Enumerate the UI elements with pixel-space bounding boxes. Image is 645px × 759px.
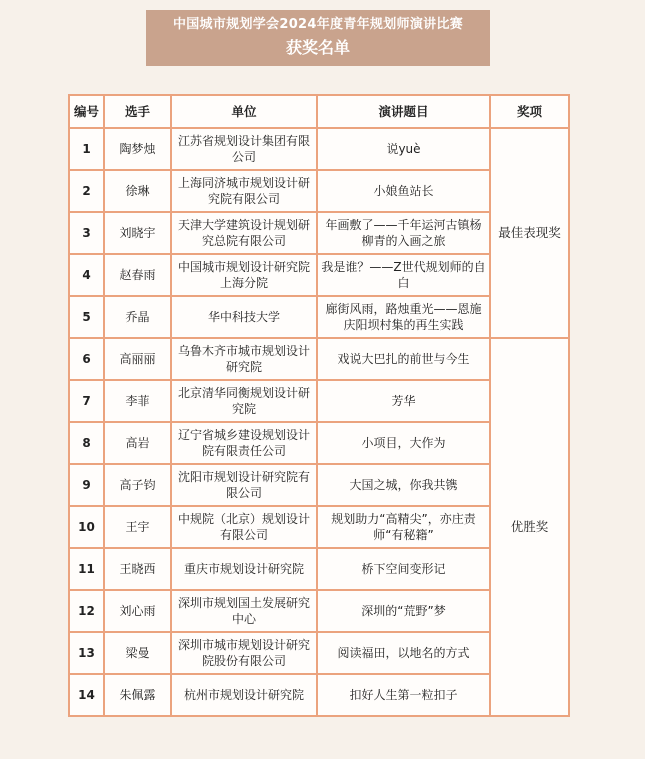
organization: 中国城市规划设计研究院上海分院 — [171, 254, 317, 296]
speech-topic: 规划助力“高精尖”，亦庄责师“有秘籍” — [317, 506, 490, 548]
speech-topic: 阅读福田，以地名的方式 — [317, 632, 490, 674]
organization: 中规院（北京）规划设计有限公司 — [171, 506, 317, 548]
list-title: 获奖名单 — [285, 38, 350, 57]
title-banner — [146, 10, 490, 66]
contestant-name: 刘晓宇 — [104, 212, 171, 254]
speech-topic: 小娘鱼站长 — [317, 170, 490, 212]
row-number: 11 — [69, 548, 104, 590]
row-number: 3 — [69, 212, 104, 254]
organization: 沈阳市规划设计研究院有限公司 — [171, 464, 317, 506]
speech-topic: 桥下空间变形记 — [317, 548, 490, 590]
organization: 杭州市规划设计研究院 — [171, 674, 317, 716]
header-topic: 演讲题目 — [317, 95, 490, 128]
organization: 华中科技大学 — [171, 296, 317, 338]
contestant-name: 李菲 — [104, 380, 171, 422]
row-number: 9 — [69, 464, 104, 506]
contestant-name: 高岩 — [104, 422, 171, 464]
row-number: 1 — [69, 128, 104, 170]
organization: 深圳市规划国土发展研究中心 — [171, 590, 317, 632]
contestant-name: 徐琳 — [104, 170, 171, 212]
speech-topic: 扣好人生第一粒扣子 — [317, 674, 490, 716]
row-number: 12 — [69, 590, 104, 632]
speech-topic: 戏说大巴扎的前世与今生 — [317, 338, 490, 380]
contestant-name: 赵春雨 — [104, 254, 171, 296]
contestant-name: 刘心雨 — [104, 590, 171, 632]
contestant-name: 高丽丽 — [104, 338, 171, 380]
organization: 深圳市城市规划设计研究院股份有限公司 — [171, 632, 317, 674]
speech-topic: 小项目，大作为 — [317, 422, 490, 464]
row-number: 10 — [69, 506, 104, 548]
row-number: 2 — [69, 170, 104, 212]
contestant-name: 朱佩露 — [104, 674, 171, 716]
header-award: 奖项 — [490, 95, 569, 128]
table-row — [69, 338, 569, 380]
speech-topic: 大国之城，你我共镌 — [317, 464, 490, 506]
speech-topic: 说yuè — [317, 128, 490, 170]
speech-topic: 深圳的“荒野”梦 — [317, 590, 490, 632]
award-excellence: 优胜奖 — [490, 338, 569, 716]
awards-table — [68, 94, 570, 717]
table-header-row — [69, 95, 569, 128]
organization: 上海同济城市规划设计研究院有限公司 — [171, 170, 317, 212]
organization: 江苏省规划设计集团有限公司 — [171, 128, 317, 170]
speech-topic: 年画敷了——千年运河古镇杨柳青的入画之旅 — [317, 212, 490, 254]
organization: 乌鲁木齐市城市规划设计研究院 — [171, 338, 317, 380]
organization: 重庆市规划设计研究院 — [171, 548, 317, 590]
organization: 辽宁省城乡建设规划设计院有限责任公司 — [171, 422, 317, 464]
speech-topic: 廊街风雨，路烛重光——恩施庆阳坝村集的再生实践 — [317, 296, 490, 338]
header-organization: 单位 — [171, 95, 317, 128]
contestant-name: 梁曼 — [104, 632, 171, 674]
competition-title: 中国城市规划学会2024年度青年规划师演讲比赛 — [172, 17, 464, 32]
row-number: 8 — [69, 422, 104, 464]
row-number: 13 — [69, 632, 104, 674]
header-contestant: 选手 — [104, 95, 171, 128]
contestant-name: 乔晶 — [104, 296, 171, 338]
organization: 天津大学建筑设计规划研究总院有限公司 — [171, 212, 317, 254]
row-number: 7 — [69, 380, 104, 422]
speech-topic: 芳华 — [317, 380, 490, 422]
contestant-name: 高子钧 — [104, 464, 171, 506]
row-number: 4 — [69, 254, 104, 296]
award-best-performance: 最佳表现奖 — [490, 128, 569, 338]
contestant-name: 陶梦烛 — [104, 128, 171, 170]
contestant-name: 王晓西 — [104, 548, 171, 590]
contestant-name: 王宇 — [104, 506, 171, 548]
table-row — [69, 128, 569, 170]
organization: 北京清华同衡规划设计研究院 — [171, 380, 317, 422]
header-number: 编号 — [69, 95, 104, 128]
row-number: 5 — [69, 296, 104, 338]
row-number: 6 — [69, 338, 104, 380]
row-number: 14 — [69, 674, 104, 716]
speech-topic: 我是谁？——Z世代规划师的自白 — [317, 254, 490, 296]
